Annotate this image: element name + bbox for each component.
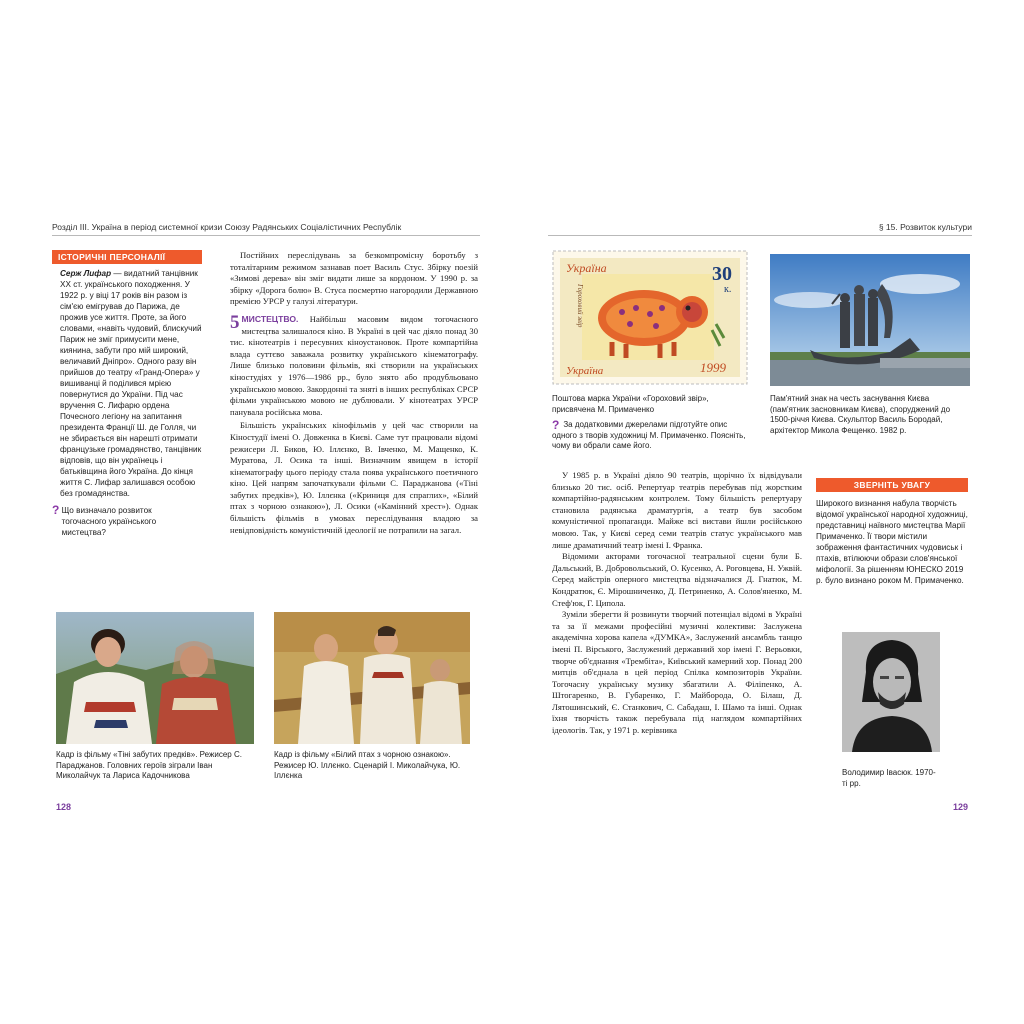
left-running-head: Розділ ІІІ. Україна в період системної кризи Союзу Радянських Соціалістичних Республік [52, 222, 480, 236]
person-description: — видатний танцівник ХХ ст. українського походження. У 1922 р. у віці 17 років він разом із сім'єю емігрував до Парижа, де прожив усе життя. Проте, за його словами, «навіть чудовий, блискучий Париж не зміг примусити мене, киянина, забути про мій широкий, величавий Дніпро». Одного разу він прийшов до театру «Гранд-Опера» у вишиванці й поділився мрією повернутися до України. Під час вручення С. Лифарю ордена Почесного легіону на запитання президента Франції Ш. де Голля, чи не збирається він нарешті отримати французьке громадянство, танцівник відповів, що він українець і батьківщина його Україна. До кінця життя С. Лифар залишався особою без громадянства. [60, 269, 202, 498]
monument-photo-image [770, 254, 970, 386]
attention-text: Широкого визнання набула творчість відомої української народної художниці, представниці наївного мистецтва Марії Примаченко. Її твори містили зображення фантастичних чудовиськ і птахів, втілюючи образи слов'янської міфології. За рішенням ЮНЕСКО 2019 р. було визнано роком М. Примаченко. [816, 499, 968, 585]
left-page [52, 222, 480, 812]
stamp-value: 30 [712, 263, 732, 285]
film-still-white-bird-image [274, 612, 470, 744]
right-page [548, 222, 972, 812]
monument-caption: Пам'ятний знак на честь заснування Києва (пам'ятник засновникам Києва), споруджений до 1500-річчя Києва. Скульптор Василь Бородай, архітектор Микола Фещенко. 1982 р. [770, 394, 951, 435]
historical-persons-tag: ІСТОРИЧНІ ПЕРСОНАЛІЇ [52, 250, 202, 264]
stamp-question-text: За додатковими джерелами підготуйте опис одного з творів художниці М. Примаченко. Поясніть, чому ви обрали саме його. [552, 420, 746, 450]
section-number: 5 [230, 311, 240, 333]
stamp-side-text: Гороховий звір [576, 284, 584, 328]
left-question-text: Що визначало розвиток тогочасного українського мистецтва? [61, 506, 157, 537]
stamp-year: 1999 [700, 360, 726, 375]
attention-tag: ЗВЕРНІТЬ УВАГУ [816, 478, 968, 492]
portrait-photo [842, 632, 940, 752]
intro-paragraph: Постійних переслідувань за безкомпромісну боротьбу з тоталітарним режимом зазнавав поет Василь Стус. Збірку поезій «Зимові дерева» він зміг видати лише за кордоном. У 1990 р. за збірку «Дорога болю» В. Стуса посмертно нагородили Державною премією УРСР у галузі літератури. [230, 250, 478, 307]
attention-box [816, 478, 968, 586]
question-mark-icon: ? [552, 418, 560, 432]
postage-stamp-image [552, 250, 748, 385]
right-main-column [552, 470, 802, 737]
monument-photo [770, 254, 970, 386]
question-mark-icon: ? [52, 503, 60, 517]
film-still-white-bird [274, 612, 470, 744]
section-5 [230, 311, 478, 418]
historical-persons-text [52, 268, 202, 499]
film-still-shadows [56, 612, 254, 744]
stamp-country-bottom: Україна [566, 365, 604, 377]
stamp-question [552, 420, 748, 452]
right-page-number: 129 [952, 802, 968, 812]
left-page-number: 128 [56, 802, 72, 812]
film-still-shadows-image [56, 612, 254, 744]
theatre-paragraph-1: У 1985 р. в Україні діяло 90 театрів, щорічно їх відвідували близько 20 тис. осіб. Репертуар театрів перебував під жорстким компартійно-радянським контролем. Тому більшість репертуару становила радянська драматургія, а театр був засобом комуністичної пропаганди. Майже всі вистави йшли російською мовою. Так, у Києві серед семи театрів статус українського мав лише драматичний театр імені І. Франка. [552, 470, 802, 550]
stamp-country-top: Україна [566, 261, 607, 275]
film-still-shadows-caption: Кадр із фільму «Тіні забутих предків». Режисер С. Параджанов. Головних героїв зіграли Іван Миколайчук та Лариса Кадочникова [56, 750, 242, 780]
stamp-unit: к. [724, 284, 732, 295]
section-paragraph-2: Більшість українських кінофільмів у цей час створили на Кіностудії імені О. Довженка в Києві. Саме тут працювали відомі режисери Л. Биков, Ю. Іллєнко, В. Івченко, М. Мащенко, К. Муратова, Л. Осика та інші. Визначним явищем в історії кінематографу цього періоду стала поява українського поетичного кіно. Цей напрям започаткували фільми С. Параджанова («Тіні забутих предків»), Ю. Іллєнка («Криниця для спраглих», «Білий птах з чорною ознакою»), Л. Осики («Камінний хрест»). Однак більшість фільмів в умовах переслідування владою за невідповідність комуністичній ідеології не потрапили на загал. [230, 420, 478, 535]
section-paragraph-1: Найбільш масовим видом тогочасного мистецтва залишалося кіно. В Україні в цей час діяло понад 30 тис. кінотеатрів і пересувних кіноустановок. Проте компартійна влада суттєво заважала розвитку українського кінематографу. Лише близько половини фільмів, які створили на українських кіностудіях у 1976—1986 рр., було знято або продубльовано українською мовою. Закордонні та зняті в інших республіках СРСР фільми українською мовою не дублювали. У кінотеатрах УРСР панувала російська мова. [230, 313, 478, 417]
portrait-caption: Володимир Івасюк. 1970-ті рр. [842, 768, 936, 788]
right-running-head: § 15. Розвиток культури [548, 222, 972, 236]
person-name: Серж Лифар [60, 269, 112, 278]
theatre-paragraph-3: Зуміли зберегти й розвинути творчий потенціал відомі в Україні та за її межами професійні музичні колективи: Заслужена академічна хорова капела «ДУМКА», Заслужений ансамбль танцю імені П. Вірського, Заслужений державний хор імені Г. Верьовки, творче об'єднання «Трембіта», Київський камерний хор. Понад 200 митців об'єднала в цей період Спілка композиторів України. Тогочасну українську музику збагатили А. Філіпенко, А. Штогаренко, В. Губаренко, Г. Майборода, О. Білаш, Д. Лятошинський, Є. Станкович, С. Сабадаш, І. Шамо та інші. Однак їхня творчість також перебувала під наглядом компартійних ідеологів. Так, у 1971 р. керівника [552, 609, 802, 736]
section-title: МИСТЕЦТВО. [241, 313, 299, 324]
stamp-caption: Поштова марка України «Гороховий звір», присвячена М. Примаченко [552, 394, 709, 414]
portrait-photo-image [842, 632, 940, 752]
film-still-white-bird-caption: Кадр із фільму «Білий птах з чорною ознакою». Режисер Ю. Іллєнко. Сценарій І. Миколайчука, Ю. Іллєнка [274, 750, 461, 780]
left-question [52, 505, 202, 538]
theatre-paragraph-2: Відомими акторами тогочасної театральної сцени були Б. Дальський, В. Добровольський, О. Кусенко, А. Роговцева, Н. Ужвій. Серед майстрів оперного мистецтва відзначалися Д. Гнатюк, М. Кондратюк, Є. Мірошниченко, Д. Петриненко, А. Солов'яненко, М. Стеф'юк, Г. Ципола. [552, 551, 802, 608]
historical-persons-box [52, 250, 202, 499]
postage-stamp [552, 250, 748, 385]
left-main-column [230, 250, 478, 536]
